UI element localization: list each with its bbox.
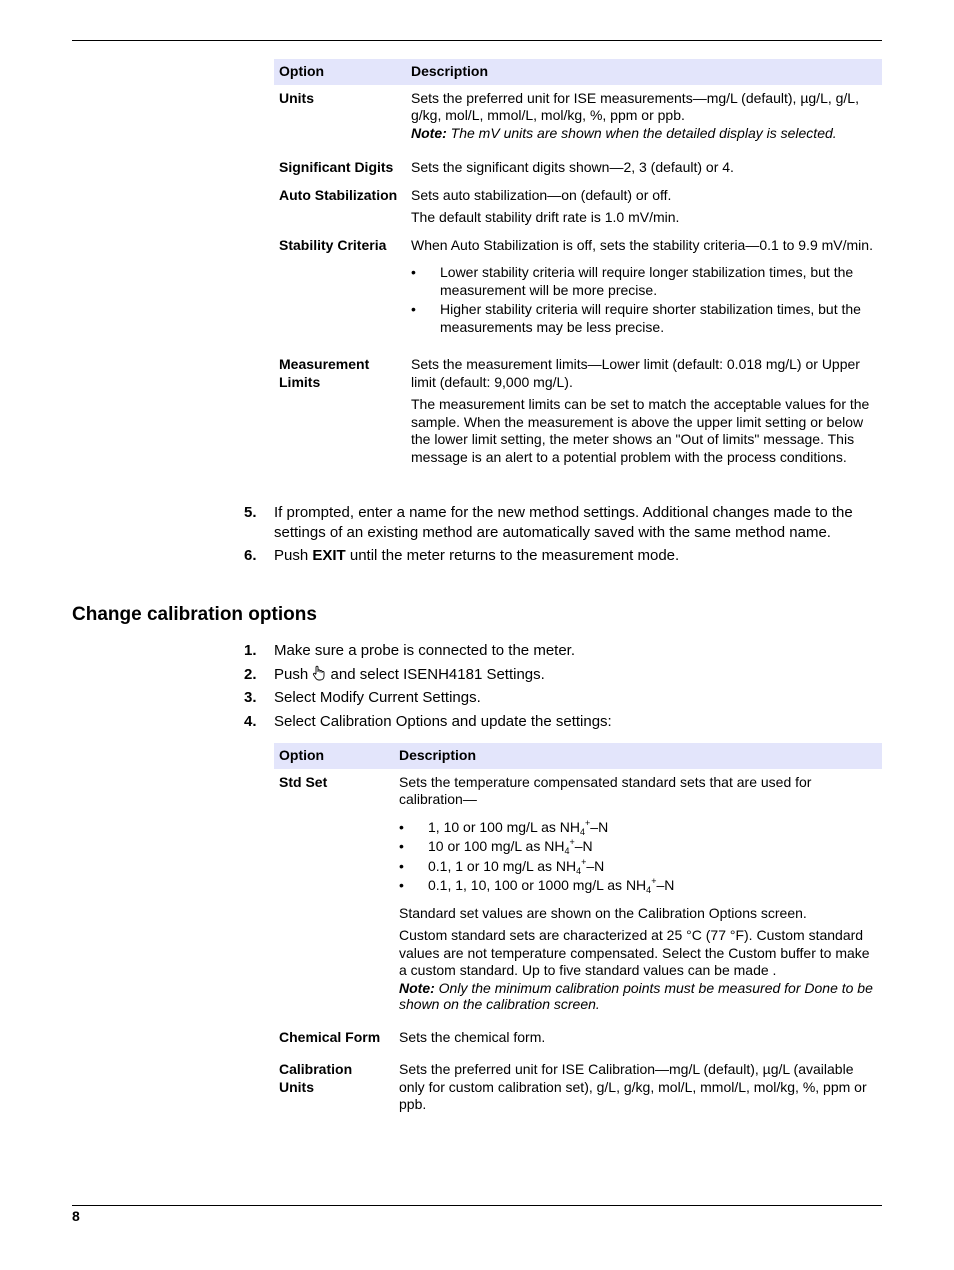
step-text-pre: Push	[274, 547, 313, 564]
option-description	[406, 154, 882, 182]
step-number: 3.	[244, 689, 257, 706]
description-text: Sets the preferred unit for ISE Calibration—mg/L (default), µg/L (available only for custom calibration set), g/L, g/kg, mol/L, mmol/L, mol/kg, %, ppm or ppb.	[399, 1061, 867, 1112]
list-item-suffix: –N	[656, 877, 675, 893]
description-text: When Auto Stabilization is off, sets the stability criteria—0.1 to 9.9 mV/min.	[411, 236, 873, 253]
option-description	[394, 1024, 882, 1057]
superscript: +	[581, 856, 587, 867]
list-item: • Lower stability criteria will require longer stabilization times, but the measurement will be more precise.	[411, 264, 877, 299]
list-item-text: 0.1, 1, 10, 100 or 1000 mg/L as NH	[428, 877, 647, 893]
option-description	[394, 1056, 882, 1119]
description-text: Sets the significant digits shown—2, 3 (default) or 4.	[411, 159, 734, 175]
step-number: 5.	[244, 504, 257, 521]
column-header-description: Description	[394, 743, 882, 769]
option-name: Stability Criteria	[279, 236, 387, 253]
note-label: Note:	[411, 124, 447, 141]
description-text: Sets the chemical form.	[399, 1028, 546, 1045]
step-6	[244, 546, 882, 566]
superscript: +	[585, 817, 591, 828]
list-item-text: 10 or 100 mg/L as NH	[428, 838, 565, 854]
subscript: 4	[646, 885, 652, 895]
option-name: Std Set	[279, 773, 328, 790]
description-text: Custom standard sets are characterized at 25 °C (77 °F). Custom standard values are not temperature compensated. Select the Custom buffer to make a custom standard. Up to five standard values can be made .	[399, 927, 870, 978]
note	[411, 125, 877, 143]
step-1	[244, 641, 882, 661]
table-header-row	[274, 59, 882, 85]
option-name: Auto Stabilization	[279, 186, 398, 203]
method-options-table	[274, 59, 882, 471]
list-item	[399, 838, 877, 856]
step-text: If prompted, enter a name for the new method settings. Additional changes made to the settings of an existing method are automatically saved with the same method name.	[274, 504, 853, 541]
option-name: Units	[279, 89, 314, 106]
step-number: 4.	[244, 712, 257, 730]
table-row	[274, 769, 882, 1024]
procedure-steps	[244, 641, 882, 735]
list-item	[399, 819, 877, 837]
subscript: 4	[576, 865, 582, 876]
bullet-list	[399, 819, 877, 895]
superscript: +	[651, 876, 657, 886]
step-text-post: until the meter returns to the measurement mode.	[345, 547, 680, 564]
section-title: Change calibration options	[72, 604, 317, 625]
step-text: Select Calibration Options and update the settings:	[274, 712, 612, 730]
step-2	[244, 665, 882, 685]
subscript: 4	[564, 846, 570, 856]
column-header-option: Option	[274, 743, 394, 769]
description-text: Standard set values are shown on the Calibration Options screen.	[399, 904, 807, 921]
description-text: Sets the temperature compensated standard sets that are used for calibration—	[399, 773, 812, 807]
list-item: • Higher stability criteria will require shorter stabilization times, but the measurements may be less precise.	[411, 301, 877, 336]
bullet-list	[411, 264, 877, 336]
exit-key-label: EXIT	[312, 547, 346, 564]
step-text-pre: Push	[274, 665, 313, 683]
step-4	[244, 712, 882, 732]
step-text: Select Modify Current Settings.	[274, 689, 481, 706]
step-text: Make sure a probe is connected to the meter.	[274, 642, 576, 659]
list-item-suffix: –N	[590, 818, 609, 835]
note	[399, 980, 877, 1012]
option-description	[406, 232, 882, 352]
list-item	[399, 877, 877, 895]
column-header-description: Description	[406, 59, 882, 85]
step-text-post: and select ISENH4181 Settings.	[326, 665, 545, 683]
table-row	[274, 154, 882, 182]
option-description	[406, 351, 882, 471]
table-row	[274, 351, 882, 471]
step-number: 1.	[244, 642, 257, 659]
step-number: 2.	[244, 665, 257, 683]
table-header-row	[274, 743, 882, 769]
list-item-text: 0.1, 1 or 10 mg/L as NH	[428, 857, 577, 874]
description-text: The measurement limits can be set to match the acceptable values for the sample. When the measurement is above the upper limit setting or below the lower limit setting, the meter shows an "Out of limits" message. This message is an alert to a potential problem with the process conditions.	[411, 396, 870, 465]
column-header-option: Option	[274, 59, 406, 85]
option-description	[406, 85, 882, 155]
description-text: Sets auto stabilization—on (default) or off.	[411, 186, 672, 203]
footer-rule	[72, 1205, 882, 1206]
procedure-steps-continued	[244, 503, 882, 570]
option-description	[394, 769, 882, 1024]
step-3	[244, 688, 882, 708]
step-5	[244, 503, 882, 542]
description-text: Sets the preferred unit for ISE measurements—mg/L (default), µg/L, g/L, g/kg, mol/L, mmol/L, mol/kg, %, ppm or ppb.	[411, 89, 859, 123]
list-item-text: 1, 10 or 100 mg/L as NH	[428, 818, 581, 835]
description-text: Sets the measurement limits—Lower limit (default: 0.018 mg/L) or Upper limit (default: 9,000 mg/L).	[411, 356, 860, 390]
header-rule	[72, 40, 882, 41]
option-description	[406, 182, 882, 232]
note-label: Note:	[399, 979, 435, 996]
description-text: The default stability drift rate is 1.0 mV/min.	[411, 209, 680, 225]
option-name: Chemical Form	[279, 1028, 381, 1045]
page-number: 8	[72, 1208, 80, 1224]
option-name: Significant Digits	[279, 159, 394, 175]
note-text: The mV units are shown when the detailed display is selected.	[446, 124, 837, 141]
note-text: Only the minimum calibration points must be measured for Done to be shown on the calibration screen.	[399, 979, 873, 1012]
table-row	[274, 232, 882, 352]
table-row	[274, 1056, 882, 1119]
superscript: +	[569, 837, 575, 847]
table-row	[274, 1024, 882, 1057]
list-item-suffix: –N	[586, 857, 605, 874]
list-item-suffix: –N	[574, 838, 593, 854]
table-row	[274, 182, 882, 232]
option-name: Calibration Units	[279, 1061, 353, 1095]
table-row	[274, 85, 882, 155]
hand-pointer-icon	[312, 665, 326, 681]
calibration-options-table	[274, 743, 882, 1119]
option-name: Measurement Limits	[279, 356, 370, 390]
subscript: 4	[580, 826, 586, 837]
step-number: 6.	[244, 547, 257, 564]
list-item	[399, 858, 877, 876]
